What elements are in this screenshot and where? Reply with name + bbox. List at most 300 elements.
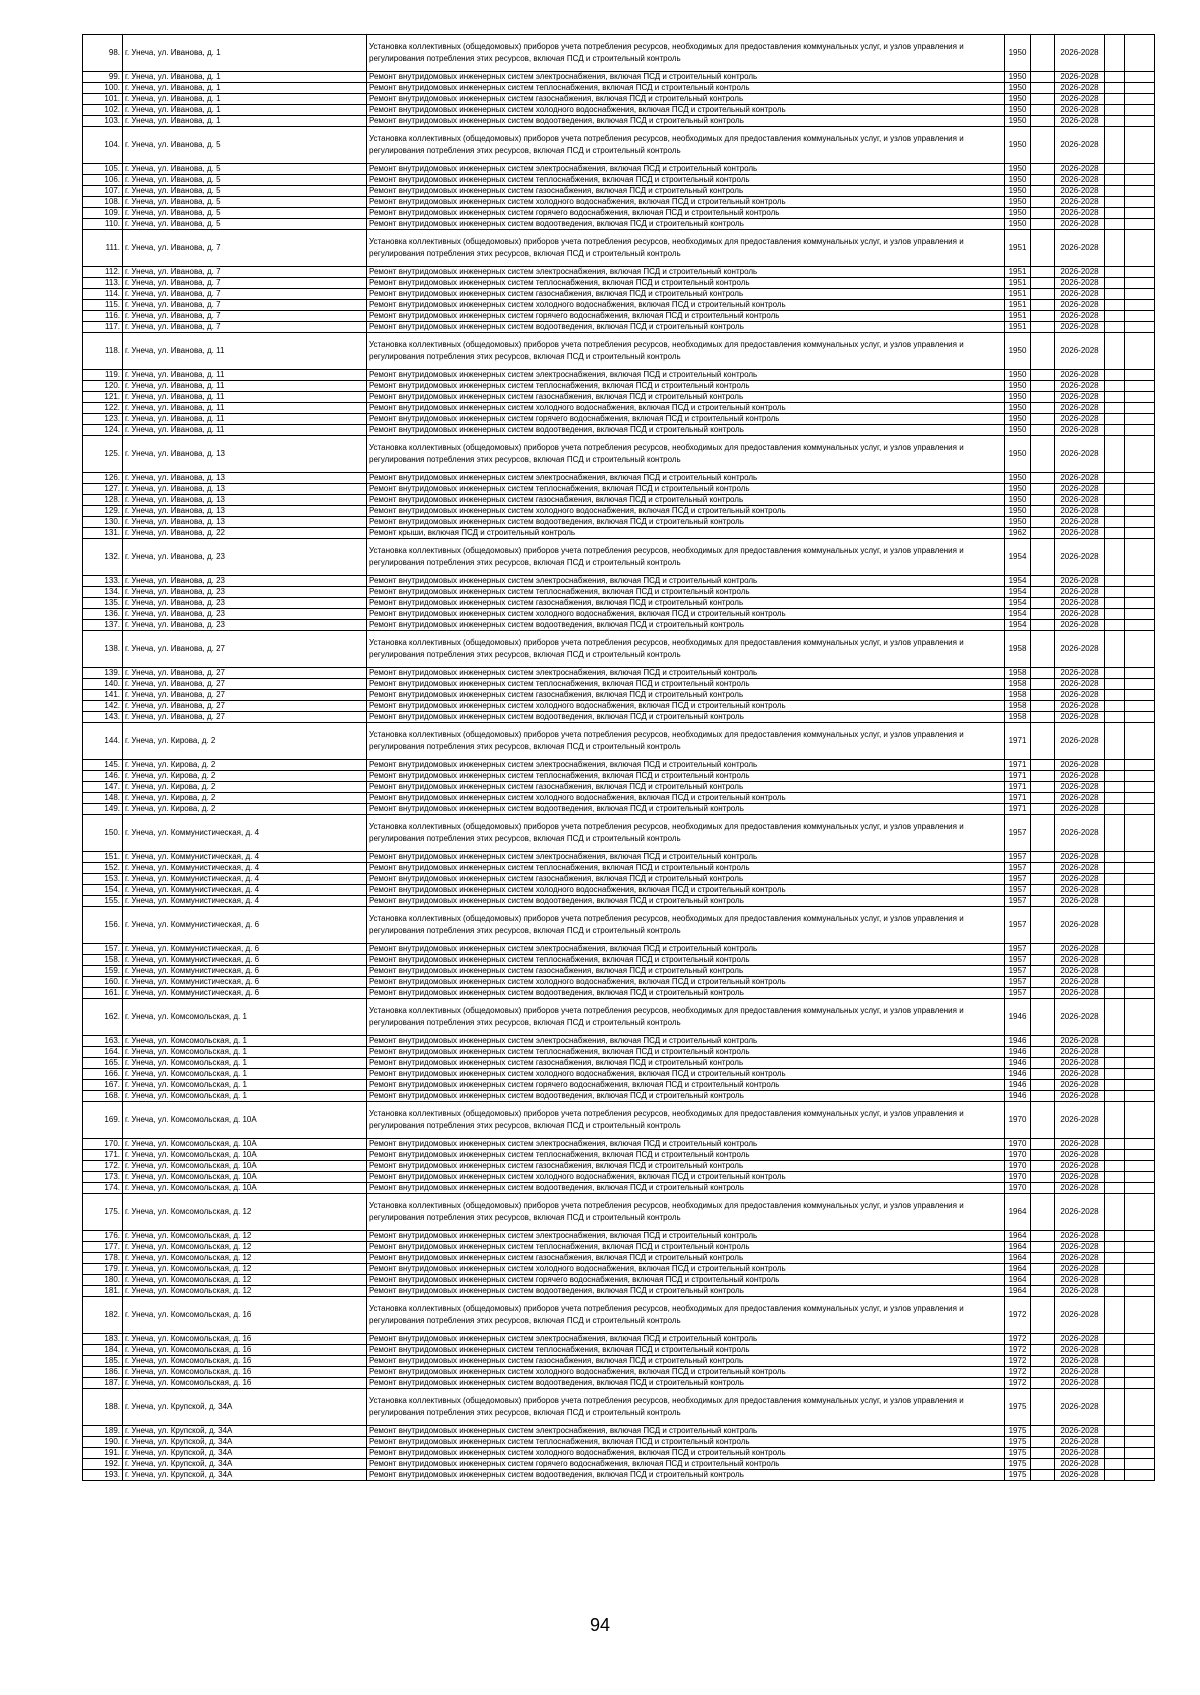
table-row <box>83 289 1155 300</box>
table-row <box>83 1253 1155 1264</box>
table-row <box>83 1102 1155 1139</box>
row-empty-cell <box>1125 1161 1155 1172</box>
table-row <box>83 885 1155 896</box>
row-period: 2026-2028 <box>1055 631 1105 668</box>
row-empty-cell <box>1105 966 1125 977</box>
row-empty-cell <box>1031 885 1055 896</box>
row-number: 122. <box>83 403 123 414</box>
row-work-description: Ремонт внутридомовых инженерных систем холодного водоснабжения, включая ПСД и строительный контроль <box>367 977 1005 988</box>
row-number: 185. <box>83 1356 123 1367</box>
row-empty-cell <box>1125 1459 1155 1470</box>
row-number: 154. <box>83 885 123 896</box>
row-address: г. Унеча, ул. Иванова, д. 13 <box>123 484 367 495</box>
row-work-description: Ремонт внутридомовых инженерных систем водоотведения, включая ПСД и строительный контроль <box>367 322 1005 333</box>
row-address: г. Унеча, ул. Комсомольская, д. 16 <box>123 1356 367 1367</box>
table-row <box>83 197 1155 208</box>
row-build-year: 1958 <box>1005 679 1031 690</box>
row-empty-cell <box>1031 598 1055 609</box>
row-address: г. Унеча, ул. Крупской, д. 34А <box>123 1437 367 1448</box>
row-number: 158. <box>83 955 123 966</box>
row-empty-cell <box>1031 1102 1055 1139</box>
row-empty-cell <box>1031 966 1055 977</box>
row-empty-cell <box>1031 771 1055 782</box>
row-empty-cell <box>1105 815 1125 852</box>
row-period: 2026-2028 <box>1055 1231 1105 1242</box>
row-number: 131. <box>83 528 123 539</box>
row-empty-cell <box>1031 1183 1055 1194</box>
row-period: 2026-2028 <box>1055 815 1105 852</box>
row-period: 2026-2028 <box>1055 230 1105 267</box>
row-address: г. Унеча, ул. Крупской, д. 34А <box>123 1426 367 1437</box>
row-empty-cell <box>1125 1356 1155 1367</box>
row-empty-cell <box>1105 278 1125 289</box>
table-row <box>83 1047 1155 1058</box>
row-period: 2026-2028 <box>1055 300 1105 311</box>
row-work-description: Ремонт внутридомовых инженерных систем водоотведения, включая ПСД и строительный контроль <box>367 988 1005 999</box>
row-empty-cell <box>1125 197 1155 208</box>
table-row <box>83 322 1155 333</box>
row-empty-cell <box>1031 300 1055 311</box>
row-period: 2026-2028 <box>1055 1091 1105 1102</box>
row-empty-cell <box>1031 1242 1055 1253</box>
row-empty-cell <box>1031 425 1055 436</box>
row-empty-cell <box>1031 381 1055 392</box>
row-number: 168. <box>83 1091 123 1102</box>
table-row <box>83 1242 1155 1253</box>
table-row <box>83 852 1155 863</box>
table-row <box>83 1297 1155 1334</box>
row-work-description: Ремонт внутридомовых инженерных систем теплоснабжения, включая ПСД и строительный контроль <box>367 955 1005 966</box>
row-empty-cell <box>1105 175 1125 186</box>
row-empty-cell <box>1105 392 1125 403</box>
row-address: г. Унеча, ул. Комсомольская, д. 12 <box>123 1275 367 1286</box>
row-build-year: 1958 <box>1005 668 1031 679</box>
row-number: 182. <box>83 1297 123 1334</box>
row-work-description: Установка коллективных (общедомовых) приборов учета потребления ресурсов, необходимых для предоставления коммунальных услуг, и узлов управления и регулирования потребления этих ресурсов, включая ПСД и строительный контроль <box>367 815 1005 852</box>
row-work-description: Ремонт внутридомовых инженерных систем газоснабжения, включая ПСД и строительный контроль <box>367 94 1005 105</box>
table-row <box>83 760 1155 771</box>
row-address: г. Унеча, ул. Иванова, д. 13 <box>123 473 367 484</box>
row-number: 125. <box>83 436 123 473</box>
row-number: 192. <box>83 1459 123 1470</box>
row-number: 119. <box>83 370 123 381</box>
row-work-description: Установка коллективных (общедомовых) приборов учета потребления ресурсов, необходимых для предоставления коммунальных услуг, и узлов управления и регулирования потребления этих ресурсов, включая ПСД и строительный контроль <box>367 127 1005 164</box>
row-period: 2026-2028 <box>1055 116 1105 127</box>
row-address: г. Унеча, ул. Кирова, д. 2 <box>123 723 367 760</box>
row-build-year: 1975 <box>1005 1470 1031 1481</box>
row-address: г. Унеча, ул. Иванова, д. 1 <box>123 116 367 127</box>
row-build-year: 1975 <box>1005 1389 1031 1426</box>
row-build-year: 1957 <box>1005 988 1031 999</box>
row-empty-cell <box>1125 771 1155 782</box>
row-period: 2026-2028 <box>1055 1150 1105 1161</box>
row-empty-cell <box>1125 300 1155 311</box>
row-number: 170. <box>83 1139 123 1150</box>
row-address: г. Унеча, ул. Комсомольская, д. 12 <box>123 1194 367 1231</box>
table-row <box>83 495 1155 506</box>
row-build-year: 1971 <box>1005 723 1031 760</box>
row-work-description: Ремонт внутридомовых инженерных систем водоотведения, включая ПСД и строительный контроль <box>367 1378 1005 1389</box>
row-number: 129. <box>83 506 123 517</box>
row-number: 112. <box>83 267 123 278</box>
row-work-description: Установка коллективных (общедомовых) приборов учета потребления ресурсов, необходимых для предоставления коммунальных услуг, и узлов управления и регулирования потребления этих ресурсов, включая ПСД и строительный контроль <box>367 1194 1005 1231</box>
row-build-year: 1951 <box>1005 230 1031 267</box>
row-period: 2026-2028 <box>1055 977 1105 988</box>
row-build-year: 1950 <box>1005 208 1031 219</box>
row-address: г. Унеча, ул. Кирова, д. 2 <box>123 771 367 782</box>
table-row <box>83 278 1155 289</box>
row-work-description: Установка коллективных (общедомовых) приборов учета потребления ресурсов, необходимых для предоставления коммунальных услуг, и узлов управления и регулирования потребления этих ресурсов, включая ПСД и строительный контроль <box>367 723 1005 760</box>
row-build-year: 1958 <box>1005 690 1031 701</box>
row-address: г. Унеча, ул. Кирова, д. 2 <box>123 782 367 793</box>
row-work-description: Ремонт внутридомовых инженерных систем теплоснабжения, включая ПСД и строительный контроль <box>367 679 1005 690</box>
row-build-year: 1957 <box>1005 874 1031 885</box>
row-build-year: 1946 <box>1005 1036 1031 1047</box>
row-period: 2026-2028 <box>1055 771 1105 782</box>
table-row <box>83 539 1155 576</box>
row-work-description: Ремонт внутридомовых инженерных систем электроснабжения, включая ПСД и строительный контроль <box>367 370 1005 381</box>
row-address: г. Унеча, ул. Комсомольская, д. 1 <box>123 1069 367 1080</box>
row-period: 2026-2028 <box>1055 1286 1105 1297</box>
row-work-description: Ремонт внутридомовых инженерных систем холодного водоснабжения, включая ПСД и строительный контроль <box>367 793 1005 804</box>
row-number: 161. <box>83 988 123 999</box>
table-row <box>83 1356 1155 1367</box>
table-row <box>83 381 1155 392</box>
row-empty-cell <box>1031 609 1055 620</box>
row-number: 166. <box>83 1069 123 1080</box>
row-empty-cell <box>1125 1036 1155 1047</box>
row-build-year: 1950 <box>1005 473 1031 484</box>
row-build-year: 1971 <box>1005 771 1031 782</box>
row-work-description: Ремонт внутридомовых инженерных систем холодного водоснабжения, включая ПСД и строительный контроль <box>367 197 1005 208</box>
row-number: 108. <box>83 197 123 208</box>
row-number: 100. <box>83 83 123 94</box>
row-empty-cell <box>1031 94 1055 105</box>
row-empty-cell <box>1031 289 1055 300</box>
row-work-description: Ремонт внутридомовых инженерных систем электроснабжения, включая ПСД и строительный контроль <box>367 72 1005 83</box>
row-period: 2026-2028 <box>1055 1356 1105 1367</box>
row-work-description: Ремонт внутридомовых инженерных систем электроснабжения, включая ПСД и строительный контроль <box>367 164 1005 175</box>
table-row <box>83 392 1155 403</box>
table-row <box>83 506 1155 517</box>
row-period: 2026-2028 <box>1055 1275 1105 1286</box>
row-empty-cell <box>1031 631 1055 668</box>
row-address: г. Унеча, ул. Крупской, д. 34А <box>123 1470 367 1481</box>
row-build-year: 1946 <box>1005 1047 1031 1058</box>
row-work-description: Ремонт внутридомовых инженерных систем холодного водоснабжения, включая ПСД и строительный контроль <box>367 403 1005 414</box>
row-empty-cell <box>1105 425 1125 436</box>
row-number: 111. <box>83 230 123 267</box>
row-address: г. Унеча, ул. Иванова, д. 7 <box>123 267 367 278</box>
row-number: 172. <box>83 1161 123 1172</box>
row-work-description: Ремонт внутридомовых инженерных систем теплоснабжения, включая ПСД и строительный контроль <box>367 484 1005 495</box>
row-empty-cell <box>1031 392 1055 403</box>
row-empty-cell <box>1105 852 1125 863</box>
row-empty-cell <box>1105 197 1125 208</box>
row-empty-cell <box>1031 1367 1055 1378</box>
row-number: 105. <box>83 164 123 175</box>
row-number: 116. <box>83 311 123 322</box>
row-empty-cell <box>1125 1448 1155 1459</box>
table-row <box>83 186 1155 197</box>
table-row <box>83 1069 1155 1080</box>
row-number: 171. <box>83 1150 123 1161</box>
row-period: 2026-2028 <box>1055 1036 1105 1047</box>
row-period: 2026-2028 <box>1055 94 1105 105</box>
row-empty-cell <box>1105 1389 1125 1426</box>
row-work-description: Ремонт внутридомовых инженерных систем водоотведения, включая ПСД и строительный контроль <box>367 116 1005 127</box>
table-row <box>83 1367 1155 1378</box>
row-address: г. Унеча, ул. Коммунистическая, д. 6 <box>123 977 367 988</box>
table-row <box>83 896 1155 907</box>
row-address: г. Унеча, ул. Иванова, д. 13 <box>123 495 367 506</box>
row-empty-cell <box>1125 72 1155 83</box>
row-work-description: Ремонт внутридомовых инженерных систем теплоснабжения, включая ПСД и строительный контроль <box>367 381 1005 392</box>
row-address: г. Унеча, ул. Коммунистическая, д. 6 <box>123 944 367 955</box>
row-work-description: Ремонт внутридомовых инженерных систем теплоснабжения, включая ПСД и строительный контроль <box>367 83 1005 94</box>
row-empty-cell <box>1125 1242 1155 1253</box>
row-build-year: 1946 <box>1005 1091 1031 1102</box>
row-number: 146. <box>83 771 123 782</box>
row-build-year: 1946 <box>1005 1058 1031 1069</box>
table-row <box>83 116 1155 127</box>
row-empty-cell <box>1125 793 1155 804</box>
row-empty-cell <box>1105 1231 1125 1242</box>
row-address: г. Унеча, ул. Иванова, д. 5 <box>123 186 367 197</box>
row-empty-cell <box>1105 517 1125 528</box>
table-row <box>83 679 1155 690</box>
row-build-year: 1958 <box>1005 701 1031 712</box>
row-empty-cell <box>1105 208 1125 219</box>
table-row <box>83 473 1155 484</box>
table-row <box>83 175 1155 186</box>
row-period: 2026-2028 <box>1055 436 1105 473</box>
row-build-year: 1957 <box>1005 977 1031 988</box>
row-work-description: Ремонт внутридомовых инженерных систем горячего водоснабжения, включая ПСД и строительный контроль <box>367 1080 1005 1091</box>
table-row <box>83 782 1155 793</box>
table-row <box>83 425 1155 436</box>
row-address: г. Унеча, ул. Иванова, д. 27 <box>123 679 367 690</box>
row-build-year: 1957 <box>1005 896 1031 907</box>
row-empty-cell <box>1125 94 1155 105</box>
row-empty-cell <box>1105 1470 1125 1481</box>
row-work-description: Установка коллективных (общедомовых) приборов учета потребления ресурсов, необходимых для предоставления коммунальных услуг, и узлов управления и регулирования потребления этих ресурсов, включая ПСД и строительный контроль <box>367 436 1005 473</box>
table-row <box>83 955 1155 966</box>
row-work-description: Ремонт внутридомовых инженерных систем газоснабжения, включая ПСД и строительный контроль <box>367 186 1005 197</box>
row-empty-cell <box>1105 1058 1125 1069</box>
row-empty-cell <box>1105 495 1125 506</box>
row-number: 191. <box>83 1448 123 1459</box>
row-period: 2026-2028 <box>1055 804 1105 815</box>
table-row <box>83 907 1155 944</box>
row-empty-cell <box>1105 1036 1125 1047</box>
row-empty-cell <box>1105 793 1125 804</box>
row-number: 162. <box>83 999 123 1036</box>
row-number: 160. <box>83 977 123 988</box>
row-empty-cell <box>1105 333 1125 370</box>
table-row <box>83 333 1155 370</box>
row-number: 120. <box>83 381 123 392</box>
row-empty-cell <box>1125 944 1155 955</box>
table-row <box>83 1286 1155 1297</box>
row-empty-cell <box>1105 1091 1125 1102</box>
row-empty-cell <box>1125 230 1155 267</box>
row-number: 140. <box>83 679 123 690</box>
row-build-year: 1972 <box>1005 1367 1031 1378</box>
row-empty-cell <box>1031 473 1055 484</box>
row-number: 181. <box>83 1286 123 1297</box>
row-empty-cell <box>1031 1047 1055 1058</box>
row-address: г. Унеча, ул. Крупской, д. 34А <box>123 1459 367 1470</box>
row-build-year: 1964 <box>1005 1242 1031 1253</box>
row-build-year: 1951 <box>1005 311 1031 322</box>
row-empty-cell <box>1125 1080 1155 1091</box>
row-build-year: 1972 <box>1005 1378 1031 1389</box>
table-body <box>83 35 1155 1481</box>
row-period: 2026-2028 <box>1055 944 1105 955</box>
row-empty-cell <box>1105 127 1125 164</box>
row-empty-cell <box>1125 988 1155 999</box>
row-period: 2026-2028 <box>1055 1194 1105 1231</box>
row-empty-cell <box>1105 506 1125 517</box>
row-number: 173. <box>83 1172 123 1183</box>
row-address: г. Унеча, ул. Иванова, д. 7 <box>123 278 367 289</box>
row-period: 2026-2028 <box>1055 701 1105 712</box>
row-work-description: Ремонт внутридомовых инженерных систем водоотведения, включая ПСД и строительный контроль <box>367 620 1005 631</box>
table-row <box>83 105 1155 116</box>
row-build-year: 1972 <box>1005 1334 1031 1345</box>
row-period: 2026-2028 <box>1055 712 1105 723</box>
row-period: 2026-2028 <box>1055 1161 1105 1172</box>
row-address: г. Унеча, ул. Иванова, д. 23 <box>123 539 367 576</box>
row-work-description: Ремонт внутридомовых инженерных систем водоотведения, включая ПСД и строительный контроль <box>367 1183 1005 1194</box>
row-address: г. Унеча, ул. Иванова, д. 27 <box>123 668 367 679</box>
row-address: г. Унеча, ул. Иванова, д. 11 <box>123 392 367 403</box>
row-work-description: Ремонт внутридомовых инженерных систем холодного водоснабжения, включая ПСД и строительный контроль <box>367 1069 1005 1080</box>
row-empty-cell <box>1125 977 1155 988</box>
row-period: 2026-2028 <box>1055 1102 1105 1139</box>
row-empty-cell <box>1031 1091 1055 1102</box>
table-row <box>83 164 1155 175</box>
row-work-description: Установка коллективных (общедомовых) приборов учета потребления ресурсов, необходимых для предоставления коммунальных услуг, и узлов управления и регулирования потребления этих ресурсов, включая ПСД и строительный контроль <box>367 230 1005 267</box>
row-empty-cell <box>1105 436 1125 473</box>
row-number: 114. <box>83 289 123 300</box>
row-empty-cell <box>1125 1194 1155 1231</box>
row-empty-cell <box>1125 186 1155 197</box>
table-row <box>83 1448 1155 1459</box>
row-empty-cell <box>1125 1069 1155 1080</box>
row-empty-cell <box>1105 1172 1125 1183</box>
row-work-description: Ремонт внутридомовых инженерных систем газоснабжения, включая ПСД и строительный контроль <box>367 289 1005 300</box>
row-number: 144. <box>83 723 123 760</box>
row-empty-cell <box>1031 712 1055 723</box>
row-build-year: 1950 <box>1005 164 1031 175</box>
row-empty-cell <box>1105 1437 1125 1448</box>
row-work-description: Ремонт внутридомовых инженерных систем газоснабжения, включая ПСД и строительный контроль <box>367 782 1005 793</box>
row-work-description: Ремонт внутридомовых инженерных систем теплоснабжения, включая ПСД и строительный контроль <box>367 1437 1005 1448</box>
row-period: 2026-2028 <box>1055 1334 1105 1345</box>
row-address: г. Унеча, ул. Комсомольская, д. 10А <box>123 1150 367 1161</box>
table-row <box>83 72 1155 83</box>
row-number: 159. <box>83 966 123 977</box>
row-empty-cell <box>1031 1069 1055 1080</box>
row-empty-cell <box>1105 631 1125 668</box>
table-row <box>83 1459 1155 1470</box>
row-empty-cell <box>1125 311 1155 322</box>
table-row <box>83 517 1155 528</box>
row-number: 190. <box>83 1437 123 1448</box>
row-build-year: 1950 <box>1005 105 1031 116</box>
row-address: г. Унеча, ул. Коммунистическая, д. 6 <box>123 966 367 977</box>
row-empty-cell <box>1105 473 1125 484</box>
row-number: 102. <box>83 105 123 116</box>
row-number: 107. <box>83 186 123 197</box>
row-address: г. Унеча, ул. Иванова, д. 7 <box>123 311 367 322</box>
row-empty-cell <box>1125 289 1155 300</box>
row-work-description: Установка коллективных (общедомовых) приборов учета потребления ресурсов, необходимых для предоставления коммунальных услуг, и узлов управления и регулирования потребления этих ресурсов, включая ПСД и строительный контроль <box>367 539 1005 576</box>
row-empty-cell <box>1125 35 1155 72</box>
row-address: г. Унеча, ул. Иванова, д. 1 <box>123 35 367 72</box>
row-number: 141. <box>83 690 123 701</box>
row-address: г. Унеча, ул. Коммунистическая, д. 6 <box>123 907 367 944</box>
row-empty-cell <box>1105 1047 1125 1058</box>
row-period: 2026-2028 <box>1055 425 1105 436</box>
row-empty-cell <box>1125 576 1155 587</box>
row-address: г. Унеча, ул. Иванова, д. 11 <box>123 381 367 392</box>
row-empty-cell <box>1031 1378 1055 1389</box>
table-row <box>83 587 1155 598</box>
row-address: г. Унеча, ул. Комсомольская, д. 1 <box>123 1047 367 1058</box>
row-work-description: Ремонт внутридомовых инженерных систем водоотведения, включая ПСД и строительный контроль <box>367 1286 1005 1297</box>
row-period: 2026-2028 <box>1055 874 1105 885</box>
table-row <box>83 690 1155 701</box>
row-empty-cell <box>1125 804 1155 815</box>
row-number: 137. <box>83 620 123 631</box>
row-empty-cell <box>1125 1047 1155 1058</box>
row-build-year: 1964 <box>1005 1253 1031 1264</box>
row-address: г. Унеча, ул. Комсомольская, д. 12 <box>123 1253 367 1264</box>
row-empty-cell <box>1031 1172 1055 1183</box>
row-number: 150. <box>83 815 123 852</box>
row-address: г. Унеча, ул. Коммунистическая, д. 4 <box>123 885 367 896</box>
row-number: 178. <box>83 1253 123 1264</box>
row-work-description: Ремонт внутридомовых инженерных систем электроснабжения, включая ПСД и строительный контроль <box>367 576 1005 587</box>
row-work-description: Ремонт внутридомовых инженерных систем теплоснабжения, включая ПСД и строительный контроль <box>367 1047 1005 1058</box>
row-number: 152. <box>83 863 123 874</box>
row-period: 2026-2028 <box>1055 403 1105 414</box>
row-empty-cell <box>1125 874 1155 885</box>
row-empty-cell <box>1105 414 1125 425</box>
row-empty-cell <box>1105 804 1125 815</box>
row-empty-cell <box>1031 539 1055 576</box>
row-empty-cell <box>1105 863 1125 874</box>
row-empty-cell <box>1125 322 1155 333</box>
row-work-description: Ремонт внутридомовых инженерных систем теплоснабжения, включая ПСД и строительный контроль <box>367 587 1005 598</box>
row-build-year: 1950 <box>1005 72 1031 83</box>
row-period: 2026-2028 <box>1055 528 1105 539</box>
row-empty-cell <box>1031 230 1055 267</box>
row-work-description: Ремонт внутридомовых инженерных систем холодного водоснабжения, включая ПСД и строительный контроль <box>367 1448 1005 1459</box>
row-work-description: Ремонт внутридомовых инженерных систем электроснабжения, включая ПСД и строительный контроль <box>367 1036 1005 1047</box>
row-address: г. Унеча, ул. Комсомольская, д. 1 <box>123 1080 367 1091</box>
row-build-year: 1972 <box>1005 1345 1031 1356</box>
row-empty-cell <box>1031 896 1055 907</box>
row-empty-cell <box>1125 473 1155 484</box>
row-empty-cell <box>1105 1367 1125 1378</box>
row-period: 2026-2028 <box>1055 311 1105 322</box>
row-empty-cell <box>1031 804 1055 815</box>
row-empty-cell <box>1105 723 1125 760</box>
